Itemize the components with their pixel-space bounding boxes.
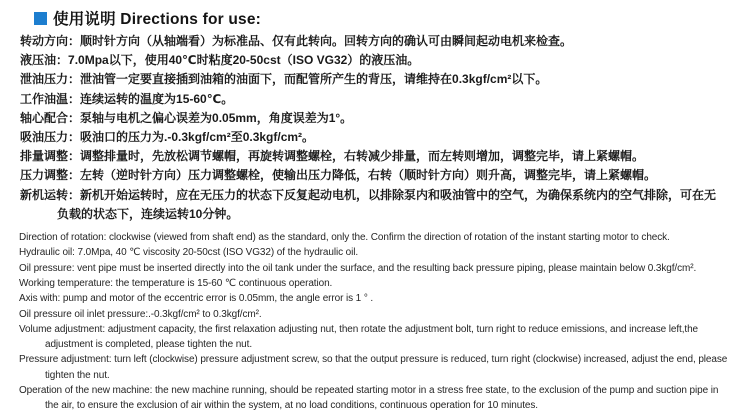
- instruction-text-zh: 吸油口的压力为.-0.3kgf/cm²至0.3kgf/cm²。: [80, 130, 315, 145]
- english-instructions-section: [19, 230, 728, 414]
- section-header: [34, 7, 732, 29]
- instruction-label-zh: 新机运转：: [20, 187, 81, 202]
- page-title: 使用说明 Directions for use:: [53, 11, 262, 28]
- instruction-text-zh: 泄油管一定要直接插到油箱的油面下，而配管所产生的背压，请维持在0.3kgf/cm²以下。: [80, 72, 548, 87]
- instruction-label-zh: 液压油：: [20, 53, 69, 68]
- instruction-text-zh: 7.0Mpa以下，使用40℃时粘度20-50cst（ISO VG32）的液压油。: [68, 53, 420, 68]
- instruction-line-en: Working temperature: the temperature is 15-60 ℃ continuous operation.: [19, 277, 333, 289]
- instruction-line-en: Axis with: pump and motor of the eccentric error is 0.05mm, the angle error is 1 ° .: [19, 293, 374, 305]
- instruction-line-zh: [20, 147, 724, 166]
- instruction-label-zh: 压力调整：: [20, 168, 81, 183]
- blue-square-bullet-icon: [34, 12, 47, 25]
- instruction-label-zh: 转动方向：: [20, 34, 81, 48]
- instruction-line-zh: [20, 51, 724, 70]
- instruction-line-zh: [20, 128, 724, 147]
- instruction-line-en: Pressure adjustment: turn left (clockwise) pressure adjustment screw, so that the output pressure is reduced, turn right (clockwise) increased, adjust the end, please tighten the nut.: [19, 354, 728, 381]
- instruction-label-zh: 工作油温：: [20, 91, 81, 106]
- instruction-line-zh: [20, 109, 724, 128]
- instruction-text-zh: 新机开始运转时，应在无压力的状态下反复起动电机，以排除泵内和吸油管中的空气，为确保系统内的空气排除，可在无负载的状态下，连续运转10分钟。: [57, 187, 717, 221]
- instruction-line-zh: [20, 90, 724, 109]
- instruction-text-zh: 泵轴与电机之偏心误差为0.05mm，角度误差为1°。: [80, 110, 353, 125]
- instruction-text-zh: 连续运转的温度为15-60℃。: [80, 91, 234, 106]
- instruction-line-zh: [20, 186, 724, 224]
- instruction-text-zh: 调整排量时，先放松调节螺帽，再旋转调整螺栓，右转减少排量，而左转则增加，调整完毕，请上紧螺帽。: [80, 149, 645, 164]
- chinese-instructions-section: [20, 32, 724, 224]
- instruction-label-zh: 泄油压力：: [20, 72, 81, 87]
- instruction-text-zh: 顺时针方向（从轴端看）为标准品、仅有此转向。回转方向的确认可由瞬间起动电机来检查。: [80, 34, 573, 48]
- instruction-line-en: Hydraulic oil: 7.0Mpa, 40 ℃ viscosity 20-50cst (ISO VG32) of the hydraulic oil.: [19, 247, 359, 259]
- instruction-line-en: Volume adjustment: adjustment capacity, the first relaxation adjusting nut, then rotate the adjustment bolt, turn right to reduce emissions, and increase left,the adjustment is completed, please tighten the nut.: [19, 323, 699, 351]
- instruction-line-en: Oil pressure oil inlet pressure:.-0.3kgf/cm² to 0.3kgf/cm².: [19, 308, 262, 320]
- instruction-line-zh: [20, 32, 724, 51]
- directions-document: [0, 7, 732, 419]
- instruction-line-zh: [20, 166, 724, 185]
- instruction-line-en: Operation of the new machine: the new machine running, should be repeated starting motor in a stress free state, to the exclusion of the pump and suction pipe in the air, to ensure the exclusion of air within the system, at no load conditions, continuous operation for 10 minutes.: [19, 385, 719, 412]
- instruction-label-zh: 排量调整：: [20, 149, 81, 164]
- instruction-label-zh: 吸油压力：: [20, 130, 81, 145]
- instruction-text-zh: 左转（逆时针方向）压力调整螺栓，使输出压力降低，右转（顺时针方向）则升高，调整完毕，请上紧螺帽。: [80, 168, 657, 183]
- instruction-line-zh: [20, 70, 724, 89]
- instruction-line-en: Oil pressure: vent pipe must be inserted directly into the oil tank under the surface, and the resulting back pressure piping, please maintain below 0.3kgf/cm².: [19, 262, 697, 274]
- instruction-label-zh: 轴心配合：: [20, 110, 81, 125]
- instruction-line-en: Direction of rotation: clockwise (viewed from shaft end) as the standard, only the. Confirm the direction of rotation of the instant starting motor to check.: [19, 232, 670, 244]
